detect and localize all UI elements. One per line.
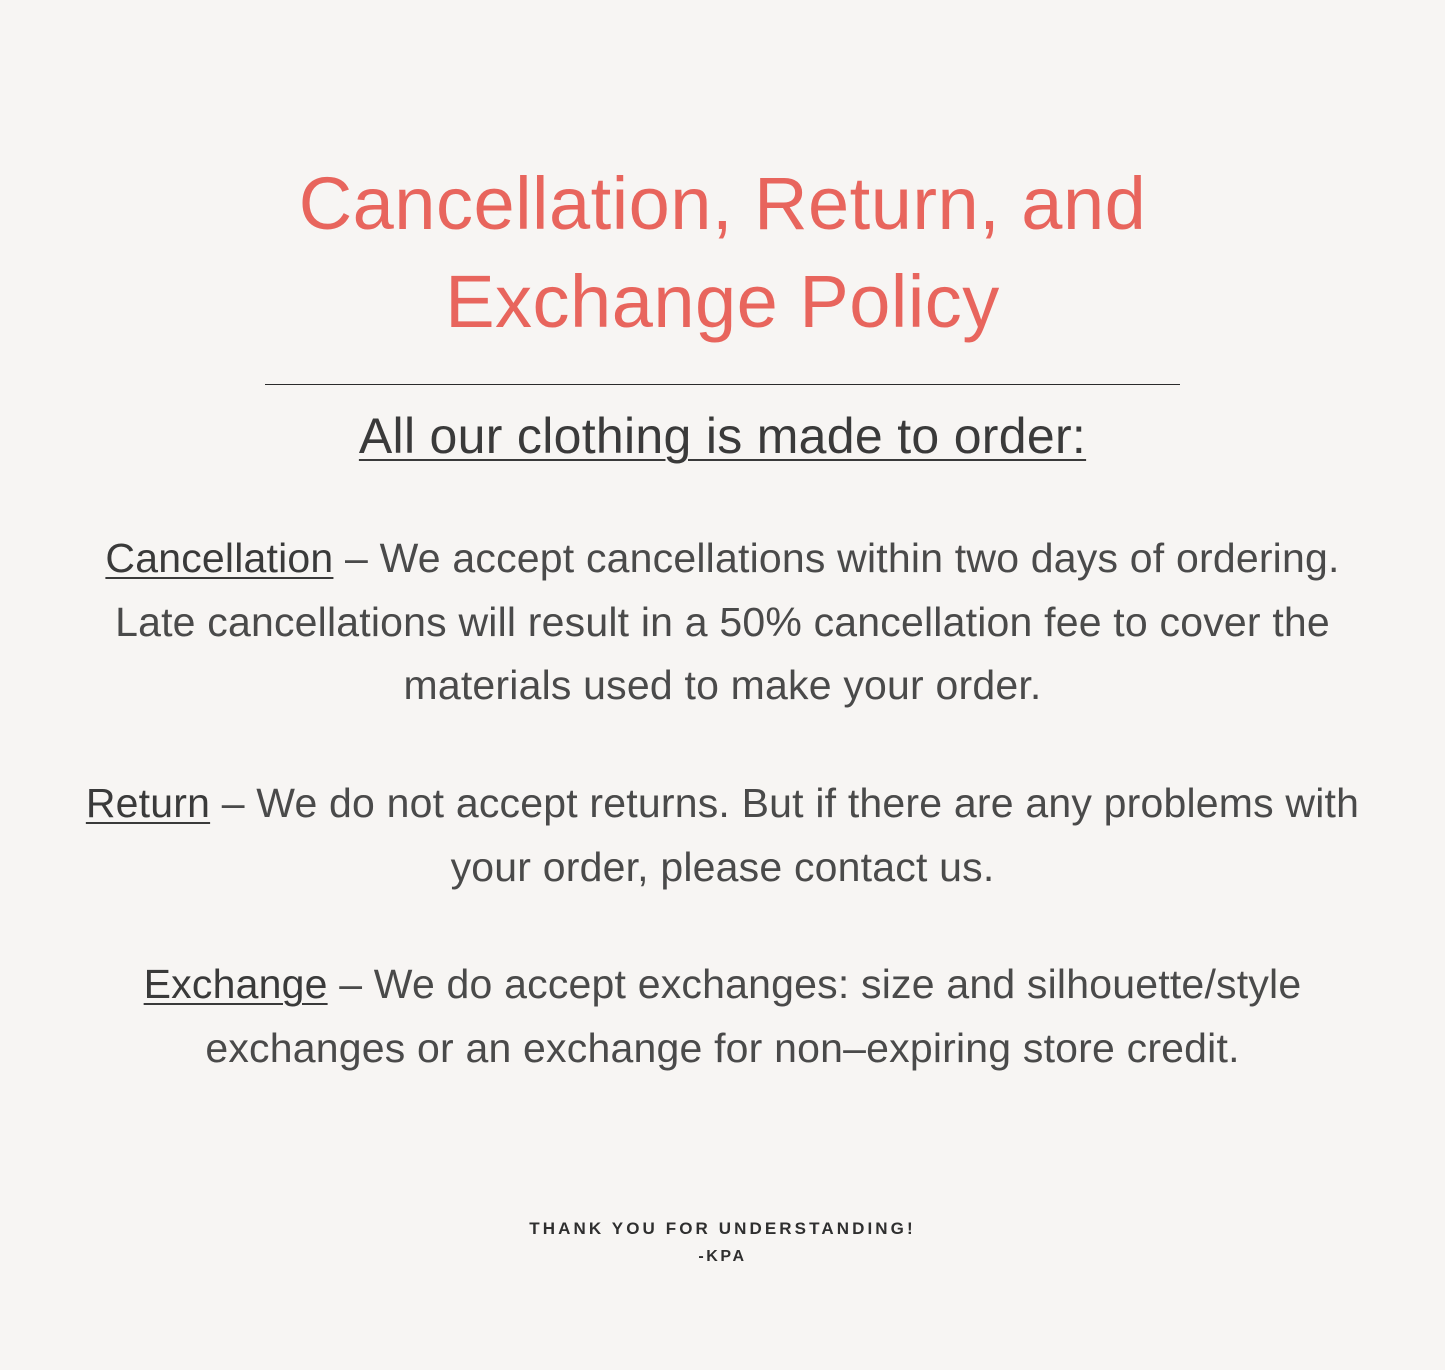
policy-term-cancellation: Cancellation: [105, 535, 334, 582]
page-title: Cancellation, Return, and Exchange Policy: [298, 162, 1147, 343]
footer: [0, 1219, 1445, 1266]
policy-dash-cancellation: –: [333, 535, 380, 582]
title-divider: [265, 384, 1180, 385]
policy-dash-return: –: [210, 779, 257, 826]
page-subtitle: All our clothing is made to order:: [358, 408, 1087, 465]
policy-text-exchange: We do accept exchanges: size and silhouette/style exchanges or an exchange for non–expiring store credit.: [205, 961, 1302, 1071]
policy-dash-exchange: –: [327, 961, 374, 1008]
policy-section-return: [73, 772, 1373, 899]
policy-text-cancellation: We accept cancellations within two days of ordering. Late cancellations will result in a 50% cancellation fee to cover the materials used to make your order.: [115, 535, 1340, 709]
policy-term-return: Return: [85, 779, 211, 826]
policy-text-return: We do not accept returns. But if there are any problems with your order, please contact us.: [256, 779, 1360, 890]
policy-term-exchange: Exchange: [143, 961, 328, 1008]
policy-section-exchange: [73, 953, 1373, 1080]
policy-sections: [73, 527, 1373, 1080]
footer-thank-you: THANK YOU FOR UNDERSTANDING!: [529, 1219, 916, 1238]
footer-signature: -KPA: [698, 1248, 747, 1265]
policy-section-cancellation: [73, 527, 1373, 718]
